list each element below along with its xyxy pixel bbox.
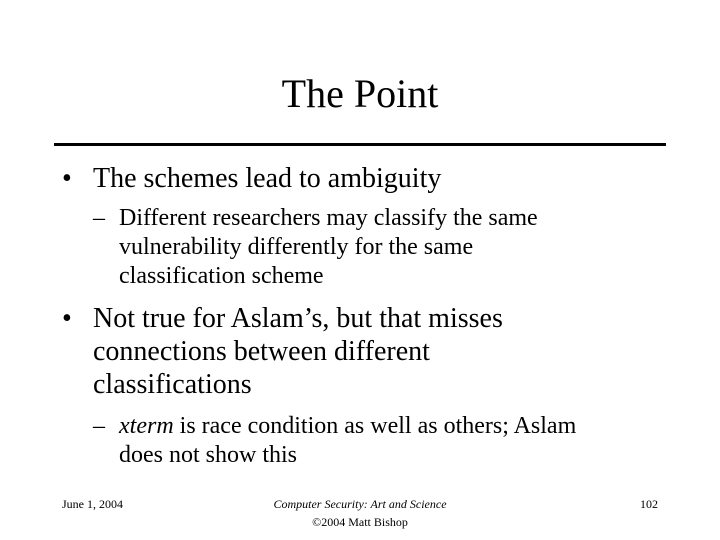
sub-bullet-marker: – <box>93 413 105 439</box>
bullet-text: The schemes lead to ambiguity <box>93 163 442 194</box>
sub-bullet-marker: – <box>93 205 105 231</box>
sub-bullet-text <box>119 204 538 291</box>
slide-title: The Point <box>281 71 439 116</box>
bullet-item <box>62 162 682 195</box>
sub-bullet-line: does not show this <box>119 442 298 468</box>
sub-bullet-line: Different researchers may classify the same <box>119 205 538 231</box>
bullet-line: classifications <box>93 369 252 400</box>
bullet-marker: • <box>62 303 72 334</box>
footer-course-info <box>200 495 520 531</box>
sub-bullet-line-rest: is race condition as well as others; Aslam <box>173 413 577 439</box>
program-name: xterm <box>119 413 174 439</box>
bullet-line: Not true for Aslam’s, but that misses <box>93 303 503 334</box>
sub-bullet-item <box>93 204 653 291</box>
title-divider <box>54 143 666 146</box>
footer-date: June 1, 2004 <box>62 497 123 511</box>
sub-bullet-line: classification scheme <box>119 263 324 289</box>
bullet-text <box>93 302 503 401</box>
sub-bullet-item <box>93 412 693 470</box>
bullet-item <box>62 302 682 401</box>
sub-bullet-line <box>119 412 576 441</box>
sub-bullet-line: vulnerability differently for the same <box>119 234 474 260</box>
footer-course-title: Computer Security: Art and Science <box>273 497 447 511</box>
sub-bullet-text <box>119 412 576 470</box>
footer-copyright: ©2004 Matt Bishop <box>312 515 408 529</box>
page-number: 102 <box>640 497 658 511</box>
bullet-line: connections between different <box>93 336 430 367</box>
bullet-marker: • <box>62 163 72 194</box>
